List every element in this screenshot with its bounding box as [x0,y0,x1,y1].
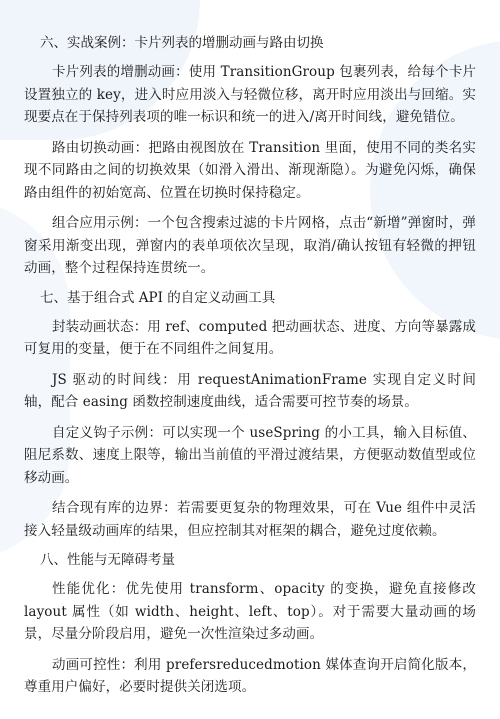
paragraph: 结合现有库的边界：若需要更复杂的物理效果，可在 Vue 组件中灵活接入轻量级动画库的结果，但应控制其对框架的耦合，避免过度依赖。 [24,500,476,539]
section-heading: 八、性能与无障碍考量 [40,552,175,568]
section-heading: 七、基于组合式 API 的自定义动画工具 [40,289,276,306]
paragraph: 组合应用示例：一个包含搜索过滤的卡片网格，点击“新增”弹窗时，弹窗采用渐变出现，弹窗内的表单项依次呈现，取消/确认按钮有轻微的押钮动画，整个过程保持连贯统一。 [24,215,476,276]
paragraph: 性能优化：优先使用 transform、opacity 的变换，避免直接修改 layout 属性（如 width、height、left、top）。对于需要大量动画的场景，尽量分阶段启用，避免一次性渲染过多动画。 [24,581,476,642]
paragraph: 卡片列表的增删动画：使用 TransitionGroup 包裹列表，给每个卡片设置独立的 key，进入时应用淡入与轻微位移，离开时应用淡出与回缩。实现要点在于保持列表项的唯一标识和统一的进入/离开时间线，避免错位。 [24,64,476,125]
section-heading: 六、实战案例：卡片列表的增删动画与路由切换 [40,35,324,51]
document-page [24,33,476,707]
paragraph: JS 驱动的时间线：用 requestAnimationFrame 实现自定义时间轴，配合 easing 函数控制速度曲线，适合需要可控节奏的场景。 [24,371,476,410]
paragraph: 动画可控性：利用 prefersreducedmotion 媒体查询开启简化版本，尊重用户偏好，必要时提供关闭选项。 [24,656,476,695]
paragraph: 自定义钩子示例：可以实现一个 useSpring 的小工具，输入目标值、阻尼系数、速度上限等，输出当前值的平滑过渡结果，方便驱动数值型或位移动画。 [24,424,476,486]
paragraph: 封装动画状态：用 ref、computed 把动画状态、进度、方向等暴露成可复用的变量，便于在不同组件之间复用。 [24,318,476,357]
paragraph: 路由切换动画：把路由视图放在 Transition 里面，使用不同的类名实现不同路由之间的切换效果（如滑入滑出、渐现渐隐）。为避免闪烁，确保路由组件的初始宽高、位置在切换时保持稳定。 [24,139,476,201]
